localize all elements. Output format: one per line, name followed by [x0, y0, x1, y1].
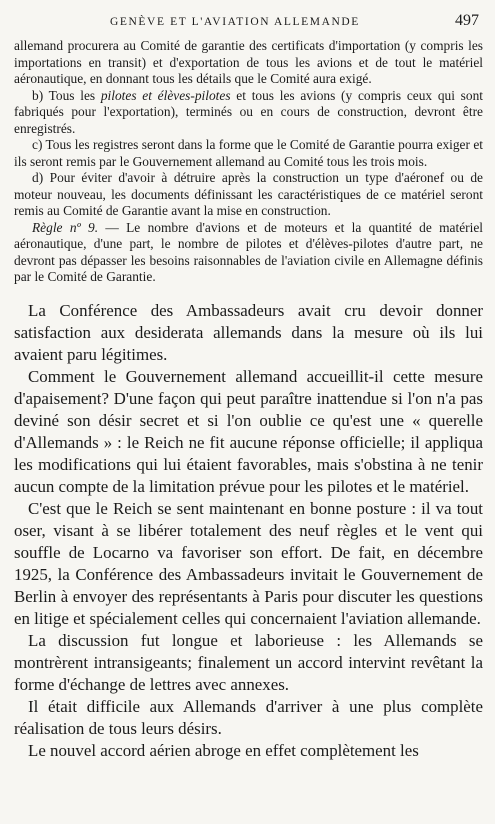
regulation-paragraph-d: d) Pour éviter d'avoir à détruire après la construction un type d'aéronef ou de moteur nouveau, les documents définissant les caractéristiques de ce matériel seront remis au Comité de Garantie avant la mise en construction. — [14, 170, 483, 218]
body-paragraph-6: Le nouvel accord aérien abroge en effet complètement les — [28, 740, 419, 760]
regulation-paragraph-c: c) Tous les registres seront dans la forme que le Comité de Garantie pourra exiger et ils seront remis par le Gouvernement allemand au Comité tous les trois mois. — [14, 137, 483, 169]
rule-9-text: — Le nombre d'avions et de moteurs et la quantité de matériel aéronautique, d'une part, le nombre de pilotes et d'élèves-pilotes d'autre part, ne devront pas dépasser les besoins raisonnables de l'aviation civile en Allemagne définis par le Comité de Garantie. — [14, 219, 483, 284]
regulation-paragraph-a-continuation: allemand procurera au Comité de garantie des certificats d'importation (y compris les importations en transit) et d'exportation de tous les avions et de tout le matériel aéronautique, en donnant tous les détails que le Comité aura exigé. — [14, 38, 483, 86]
regulation-b-rest: et tous les avions (y compris ceux qui sont fabriqués pour l'exportation), terminés ou en cours de construction, devront être enregistrés. — [14, 87, 483, 136]
regulation-b-lead: b) Tous les — [32, 87, 101, 103]
body-paragraph-4: La discussion fut longue et laborieuse : les Allemands se montrèrent intransigeants; finalement un accord intervint revêtant la forme d'échange de lettres avec annexes. — [14, 630, 483, 694]
rule-9-paragraph — [14, 220, 483, 286]
regulation-excerpt — [14, 38, 483, 286]
rule-9-heading: Règle nº 9. — [32, 219, 99, 235]
running-head — [14, 8, 483, 38]
body-paragraph-1: La Conférence des Ambassadeurs avait cru devoir donner satisfaction aux desiderata allemands dans la mesure où ils lui avaient paru légitimes. — [14, 300, 483, 364]
regulation-b-emphasis: pilotes et élèves-pilotes — [100, 87, 231, 103]
body-paragraph-5: Il était difficile aux Allemands d'arriver à une plus complète réalisation de tous leurs désirs. — [14, 696, 483, 738]
regulation-paragraph-b — [14, 88, 483, 138]
body-paragraph-3: C'est que le Reich se sent maintenant en bonne posture : il va tout oser, visant à se libérer totalement des neuf règles et le vent qui souffle de Locarno va favoriser son effort. De fait, en décembre 1925, la Conférence des Ambassadeurs invitait le Gouvernement de Berlin à envoyer des représentants à Paris pour discuter les questions en litige et spécialement celles qui concernaient l'aviation allemande. — [14, 498, 483, 628]
main-text — [14, 300, 483, 762]
running-title: GENÈVE ET L'AVIATION ALLEMANDE — [110, 16, 360, 28]
page-number: 497 — [455, 12, 479, 29]
body-paragraph-2: Comment le Gouvernement allemand accueillit-il cette mesure d'apaisement? D'une façon qui peut paraître inattendue si l'on n'a pas deviné son désir secret et si l'on oublie ce qu'est une « querelle d'Allemands » : le Reich ne fit aucune réponse officielle; il appliqua les modifications qui lui étaient favorables, mais s'obstina à ne tenir aucun compte de la limitation prévue pour les pilotes et le matériel. — [14, 366, 483, 496]
